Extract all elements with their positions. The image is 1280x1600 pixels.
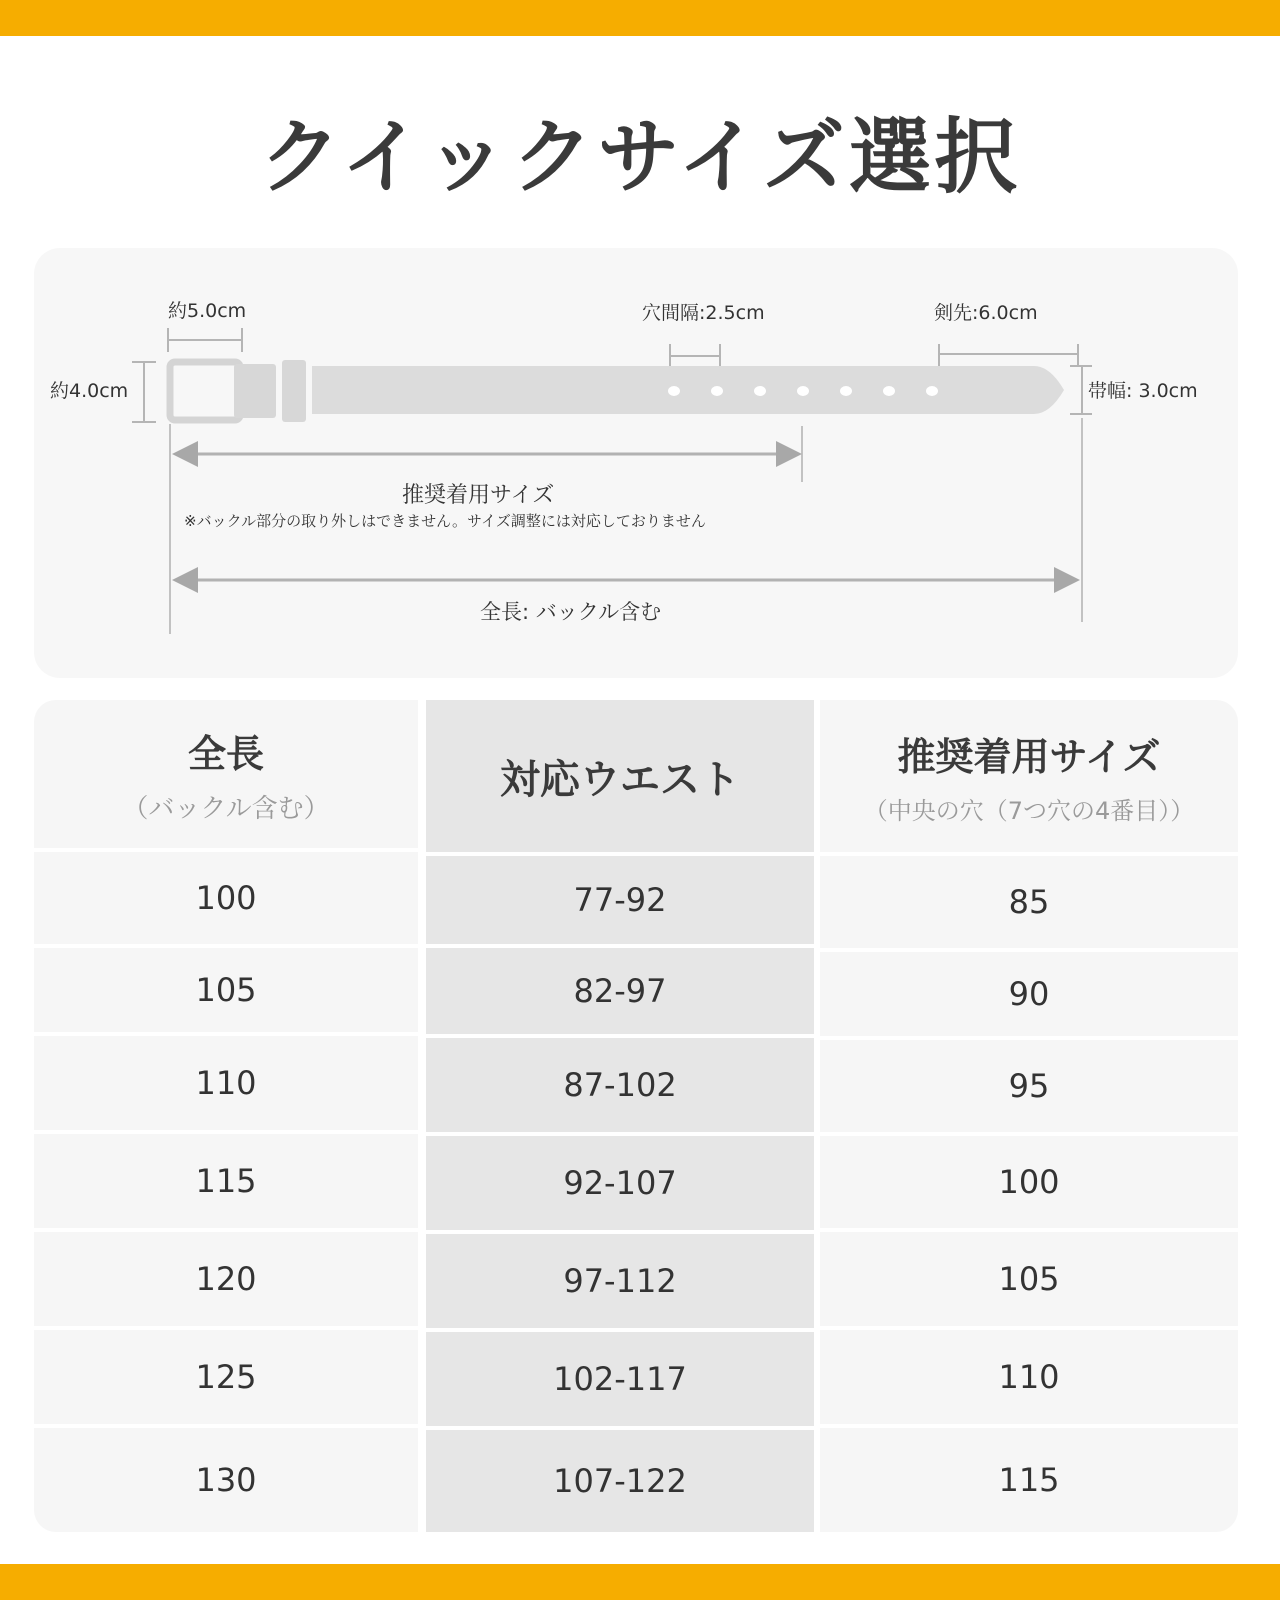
buckle-width-label: 約5.0cm [168, 300, 247, 322]
total-length-label: 全長: バックル含む [480, 600, 662, 624]
table-cell: 85 [820, 856, 1238, 948]
buckle-height-dimension [132, 362, 156, 422]
table-cell: 102-117 [426, 1328, 814, 1426]
table-cell: 110 [34, 1036, 418, 1130]
table-cell: 90 [820, 952, 1238, 1036]
header-sub: （バックル含む） [122, 794, 330, 824]
column-header-waist [426, 700, 814, 852]
belt-width-label: 帯幅: 3.0cm [1088, 380, 1198, 402]
recommended-size-column [820, 700, 1238, 1532]
table-cell: 92-107 [426, 1132, 814, 1230]
header-main: 対応ウエスト [500, 756, 740, 803]
table-cell: 87-102 [426, 1034, 814, 1132]
size-table [34, 700, 1238, 1532]
recommended-size-note: ※バックル部分の取り外しはできません。サイズ調整には対応しておりません [184, 512, 706, 530]
buckle-shape [170, 360, 306, 422]
total-length-column [34, 700, 418, 1532]
table-cell: 100 [34, 852, 418, 944]
page-title: クイックサイズ選択 [259, 110, 1021, 205]
table-cell: 115 [34, 1134, 418, 1228]
bottom-accent-bar [0, 1564, 1280, 1600]
top-accent-bar [0, 0, 1280, 36]
table-cell: 125 [34, 1330, 418, 1424]
tip-length-dimension [939, 344, 1078, 366]
total-length-arrow [172, 567, 1080, 593]
recommended-size-label: 推奨着用サイズ [402, 483, 555, 508]
table-cell: 95 [820, 1040, 1238, 1132]
hole-spacing-dimension [670, 344, 720, 366]
table-cell: 100 [820, 1136, 1238, 1228]
buckle-height-label: 約4.0cm [50, 380, 129, 402]
table-cell: 115 [820, 1428, 1238, 1532]
waist-column [426, 700, 814, 1532]
belt-diagram-panel [34, 248, 1238, 678]
header-sub: （中央の穴（7つ穴の4番目）） [863, 797, 1195, 825]
buckle-width-dimension [168, 328, 242, 352]
table-cell: 82-97 [426, 944, 814, 1034]
recommended-size-arrow [172, 441, 802, 467]
header-main: 全長 [187, 732, 264, 776]
table-cell: 110 [820, 1330, 1238, 1424]
table-cell: 105 [820, 1232, 1238, 1326]
table-cell: 107-122 [426, 1426, 814, 1532]
table-cell: 130 [34, 1428, 418, 1532]
table-cell: 77-92 [426, 852, 814, 944]
header-main: 推奨着用サイズ [897, 735, 1161, 779]
tip-length-label: 剣先:6.0cm [934, 302, 1038, 324]
table-cell: 97-112 [426, 1230, 814, 1328]
belt-strap [312, 366, 1064, 414]
hole-spacing-label: 穴間隔:2.5cm [642, 302, 765, 324]
table-cell: 120 [34, 1232, 418, 1326]
column-header-recommended-size [820, 700, 1238, 852]
column-header-total-length [34, 700, 418, 848]
table-cell: 105 [34, 948, 418, 1032]
